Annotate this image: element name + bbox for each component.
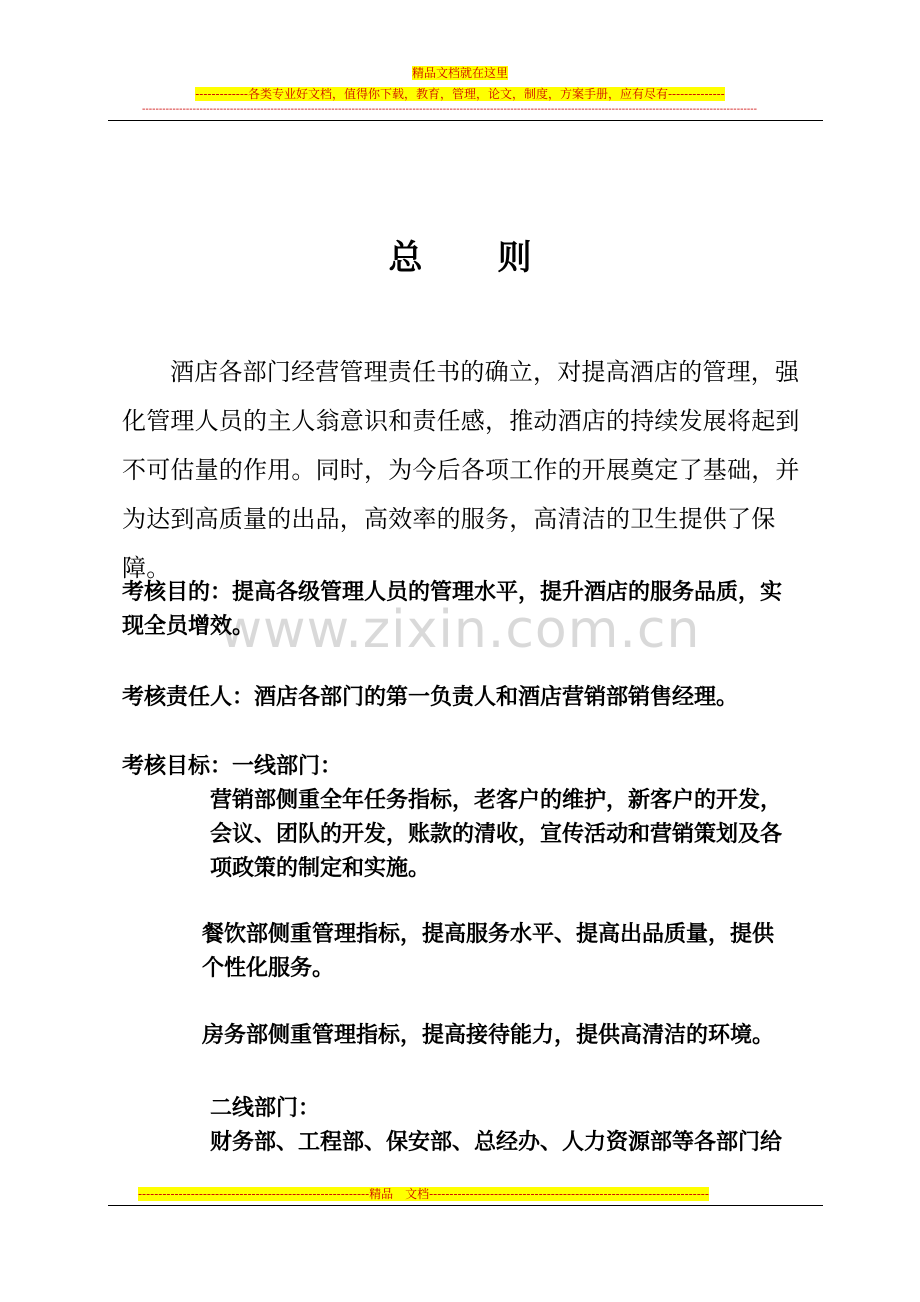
- sales-line-3: 项政策的制定和实施。: [210, 856, 431, 881]
- catering-line-1: 餐饮部侧重管理指标，提高服务水平、提高出品质量，提供: [202, 922, 775, 947]
- purpose-line-1: 考核目的：提高各级管理人员的管理水平，提升酒店的服务品质，实: [122, 580, 783, 605]
- intro-paragraph: 酒店各部门经营管理责任书的确立，对提高酒店的管理，强化管理人员的主人翁意识和责任感，推动酒店的持续发展将起到不可估量的作用。同时，为今后各项工作的开展奠定了基础，并为达到高质量的出品，高效率的服务，高清洁的卫生提供了保障。: [122, 358, 800, 582]
- footer: [138, 1186, 794, 1202]
- housekeeping-line: 房务部侧重管理指标，提高接待能力，提供高清洁的环境。: [202, 1023, 775, 1048]
- catering-line-2: 个性化服务。: [202, 956, 335, 981]
- header-title: [0, 65, 920, 81]
- page-title: [0, 236, 920, 280]
- title-char-2: 则: [497, 238, 532, 278]
- header-title-text: 精品文档就在这里: [411, 66, 508, 80]
- purpose-line-2: 现全员增效。: [122, 614, 255, 639]
- sales-line-1: 营销部侧重全年任务指标，老客户的维护，新客户的开发，: [210, 788, 783, 813]
- target-heading: 考核目标：一线部门：: [122, 754, 343, 779]
- footer-text: ---------------------------------------------------------精品 文档---------------------------------------------------------------------: [138, 1187, 709, 1201]
- header-slogan: [0, 86, 920, 102]
- footer-rule: [108, 1205, 823, 1206]
- watermark: www.zixin.com.cn: [219, 600, 701, 660]
- sales-line-2: 会议、团队的开发，账款的清收，宣传活动和营销策划及各: [210, 822, 783, 847]
- responsible-line: 考核责任人：酒店各部门的第一负责人和酒店营销部销售经理。: [122, 685, 739, 710]
- header-dashes: --------------------------------------------------------------------------------------------------------------------------------------------------------------------------------------: [142, 104, 757, 115]
- second-line-text: 财务部、工程部、保安部、总经办、人力资源部等各部门给: [210, 1130, 783, 1155]
- second-line-heading: 二线部门：: [210, 1096, 321, 1121]
- header-slogan-text: -------------各类专业好文档，值得你下载，教育，管理，论文，制度，方案手册，应有尽有--------------: [195, 87, 725, 101]
- title-char-1: 总: [388, 238, 423, 278]
- header-rule: [108, 120, 823, 121]
